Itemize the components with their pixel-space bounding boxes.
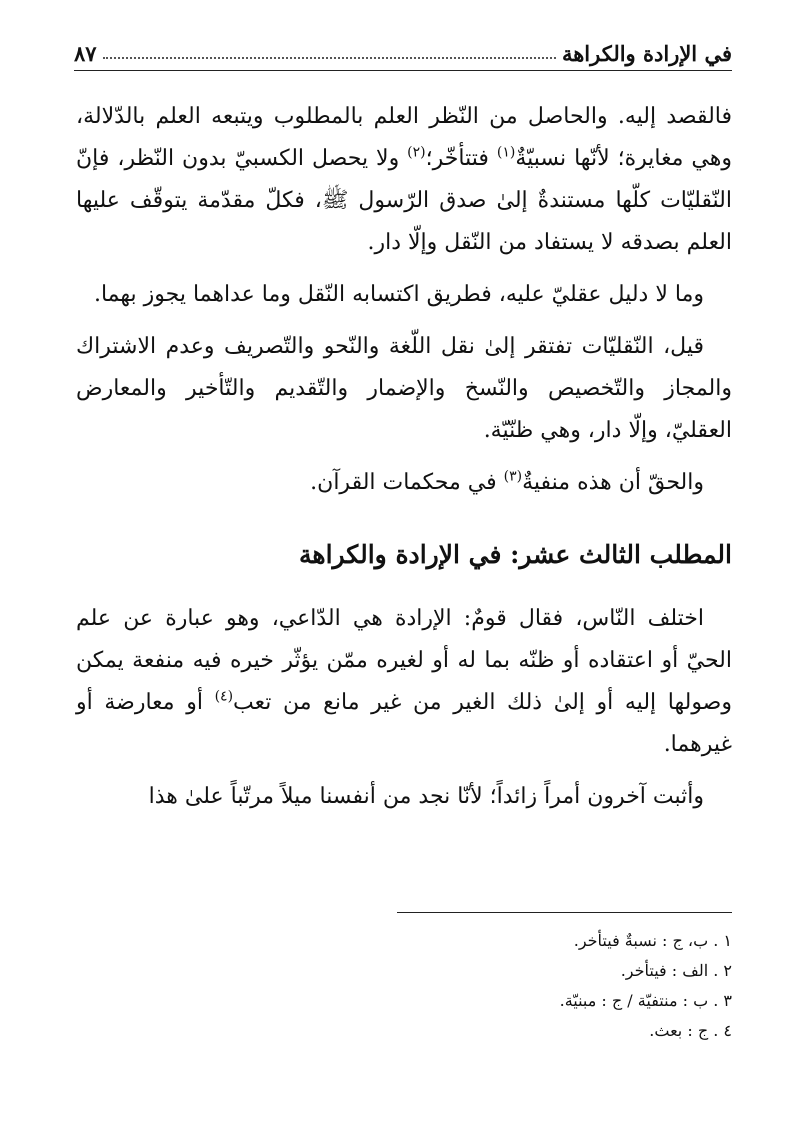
- footnote-number: ٢ .: [713, 961, 732, 980]
- paragraph-1: فالقصد إليه. والحاصل من النّظر العلم بالمطلوب ويتبعه العلم بالدّلالة، وهي مغايرة؛ لأنّها نسبيّةٌ$^{(١)}$ فتتأخّر؛$^{(٢)}$ ولا يحصل الكسبيّ بدون النّظر، فإنّ النّقليّات كلّها مستندةٌ إلىٰ صدق الرّسول ﷺ، فكلّ مقدّمة يتوقّف عليها العلم بصدقه لا يستفاد من النّقل وإلّا دار.: [76, 104, 732, 255]
- header-title: في الإرادة والكراهة: [561, 41, 732, 66]
- footnote-number: ٣ .: [713, 991, 732, 1010]
- footnote-number: ٤ .: [713, 1021, 732, 1040]
- section-heading: المطلب الثالث عشر: في الإرادة والكراهة: [298, 540, 732, 569]
- page-number: ٨٧: [74, 41, 97, 66]
- header-dot-leader: [103, 56, 556, 59]
- footnote-ref-4[interactable]: (٤): [214, 688, 234, 705]
- footnote-ref-2[interactable]: (٢): [407, 144, 426, 161]
- footnotes-list: [300, 926, 732, 1046]
- footnote-item: [300, 956, 732, 986]
- header-rule: [74, 70, 732, 71]
- footnote-text: ج : بعث.: [649, 1021, 709, 1040]
- main-text: [76, 96, 732, 828]
- footnote-rule: [397, 912, 732, 913]
- footnote-number: ١ .: [713, 931, 732, 950]
- footnote-item: [300, 926, 732, 956]
- footnote-item: [300, 1016, 732, 1046]
- paragraph-5: اختلف النّاس، فقال قومٌ: الإرادة هي الدّاعي، وهو عبارة عن علم الحيّ أو اعتقاده أو ظنّه بما له أو لغيره ممّن يؤثّر خيره فيه منفعة يمكن وصولها إليه أو إلىٰ ذلك الغير من غير مانع من تعب$^{(٤)}$ أو معارضة أو غيرهما.: [76, 606, 732, 757]
- paragraph-3: قيل، النّقليّات تفتقر إلىٰ نقل اللّغة والنّحو والتّصريف وعدم الاشتراك والمجاز والتّخصيص والنّسخ والإضمار والتّقديم والتّأخير والمعارض العقليّ، وإلّا دار، وهي ظنّيّة.: [76, 334, 732, 443]
- footnote-text: ب : منتفيّة / ج : مبنيّة.: [559, 991, 709, 1010]
- footnote-text: الف : فيتأخر.: [620, 961, 709, 980]
- footnote-ref-1[interactable]: (١): [496, 144, 516, 161]
- paragraph-4: والحقّ أن هذه منفيةٌ$^{(٣)}$ في محكمات القرآن.: [310, 468, 704, 495]
- footnote-text: ب، ج : نسبةٌ فيتأخر.: [573, 931, 709, 950]
- paragraph-6: وأثبت آخرون أمراً زائداً؛ لأنّا نجد من أنفسنا ميلاً مرتّباً علىٰ هذا: [148, 784, 704, 809]
- footnote-item: [300, 986, 732, 1016]
- running-header: [74, 30, 732, 66]
- footnote-ref-3[interactable]: (٣): [503, 468, 523, 485]
- paragraph-2: وما لا دليل عقليّ عليه، فطريق اكتسابه النّقل وما عداهما يجوز بهما.: [93, 282, 704, 307]
